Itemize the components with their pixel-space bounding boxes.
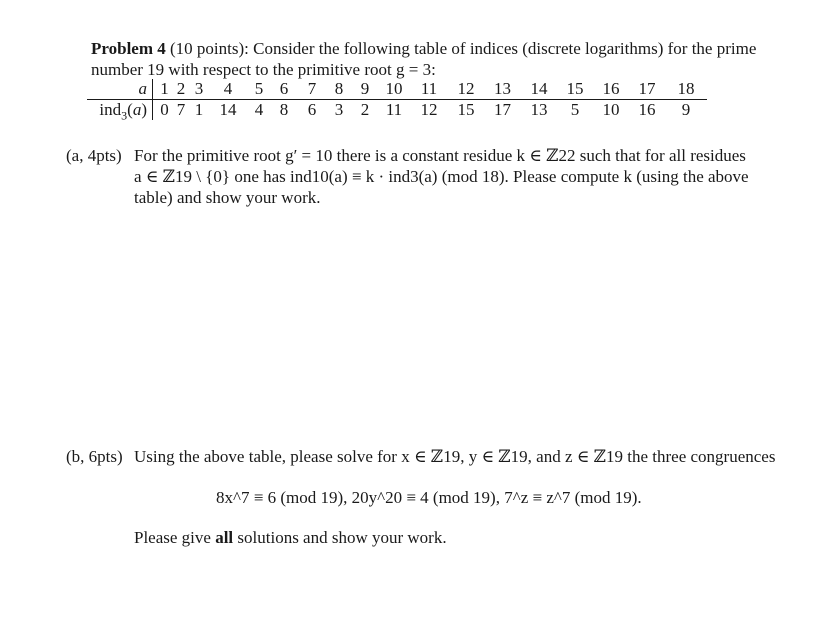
table-cell: 17	[629, 79, 665, 100]
give-prefix: Please give	[134, 528, 211, 547]
table-cell: 15	[557, 79, 593, 100]
table-cell: 3	[190, 79, 208, 100]
table-cell: 2	[360, 100, 370, 119]
table-cell: 16	[638, 100, 656, 119]
intro-line-2: number 19 with respect to the primitive root g = 3:	[91, 60, 436, 79]
table-cell: 10	[378, 79, 410, 100]
table-cell: 14	[219, 100, 237, 119]
table-cell: 2	[172, 79, 190, 100]
intro-points: (10 points): Consider the following table of indices (discrete logarithms) for the prime	[170, 39, 757, 58]
table-cell: 8	[279, 100, 289, 119]
table-cell: 16	[593, 79, 629, 100]
table-cell: 11	[410, 79, 448, 100]
part-a-line-1: For the primitive root g′ = 10 there is a constant residue k ∈ ℤ22 such that for all residues	[134, 146, 746, 165]
table-cell: 9	[681, 100, 691, 119]
table-cell: 14	[521, 79, 557, 100]
intro-line-1	[91, 38, 803, 59]
table-cell: 9	[352, 79, 378, 100]
part-a-tag: (a, 4pts)	[66, 146, 122, 165]
table-row-ind	[87, 100, 707, 121]
table-cell: 12	[448, 79, 484, 100]
part-b-tag: (b, 6pts)	[66, 447, 123, 466]
table-cell: 13	[484, 79, 521, 100]
table-cell: 15	[457, 100, 475, 119]
part-a-text	[134, 145, 792, 208]
table-cell: 13	[530, 100, 548, 119]
table-cell: 18	[665, 79, 707, 100]
part-b-instruction	[134, 527, 447, 548]
congruence-equations: 8x^7 ≡ 6 (mod 19), 20y^20 ≡ 4 (mod 19), 7^z ≡ z^7 (mod 19).	[216, 488, 642, 507]
table-cell: 1	[194, 100, 204, 119]
problem-intro	[91, 38, 803, 80]
table-cell: 0	[160, 100, 169, 119]
table-cell: 17	[494, 100, 511, 119]
table-cell: 6	[307, 100, 317, 119]
table-cell: 10	[602, 100, 620, 119]
table-cell: 5	[570, 100, 580, 119]
table-cell: 4	[254, 100, 264, 119]
table-row-a	[87, 79, 707, 100]
row-label-a: a	[87, 79, 153, 100]
table-cell: 5	[248, 79, 270, 100]
table-cell: 4	[208, 79, 248, 100]
problem-title: Problem 4	[91, 39, 166, 58]
table-cell: 7	[298, 79, 326, 100]
index-table	[87, 79, 707, 123]
table-cell: 6	[270, 79, 298, 100]
table-cell: 7	[176, 100, 186, 119]
table-cell: 8	[326, 79, 352, 100]
row-label-ind: ind$_3$(a)	[87, 100, 153, 121]
table-cell: 12	[420, 100, 438, 119]
table-cell: 3	[334, 100, 344, 119]
part-a-line-2: a ∈ ℤ19 \ {0} one has ind10(a) ≡ k · ind3(a) (mod 18). Please compute k (using the above	[134, 167, 749, 186]
table-cell: 1	[153, 79, 173, 100]
part-b-line-1: Using the above table, please solve for x ∈ ℤ19, y ∈ ℤ19, and z ∈ ℤ19 the three congruences	[134, 447, 776, 466]
part-a-line-3: table) and show your work.	[134, 188, 321, 207]
give-suffix: solutions and show your work.	[237, 528, 447, 547]
table-cell: 11	[385, 100, 403, 119]
give-bold: all	[215, 528, 234, 547]
